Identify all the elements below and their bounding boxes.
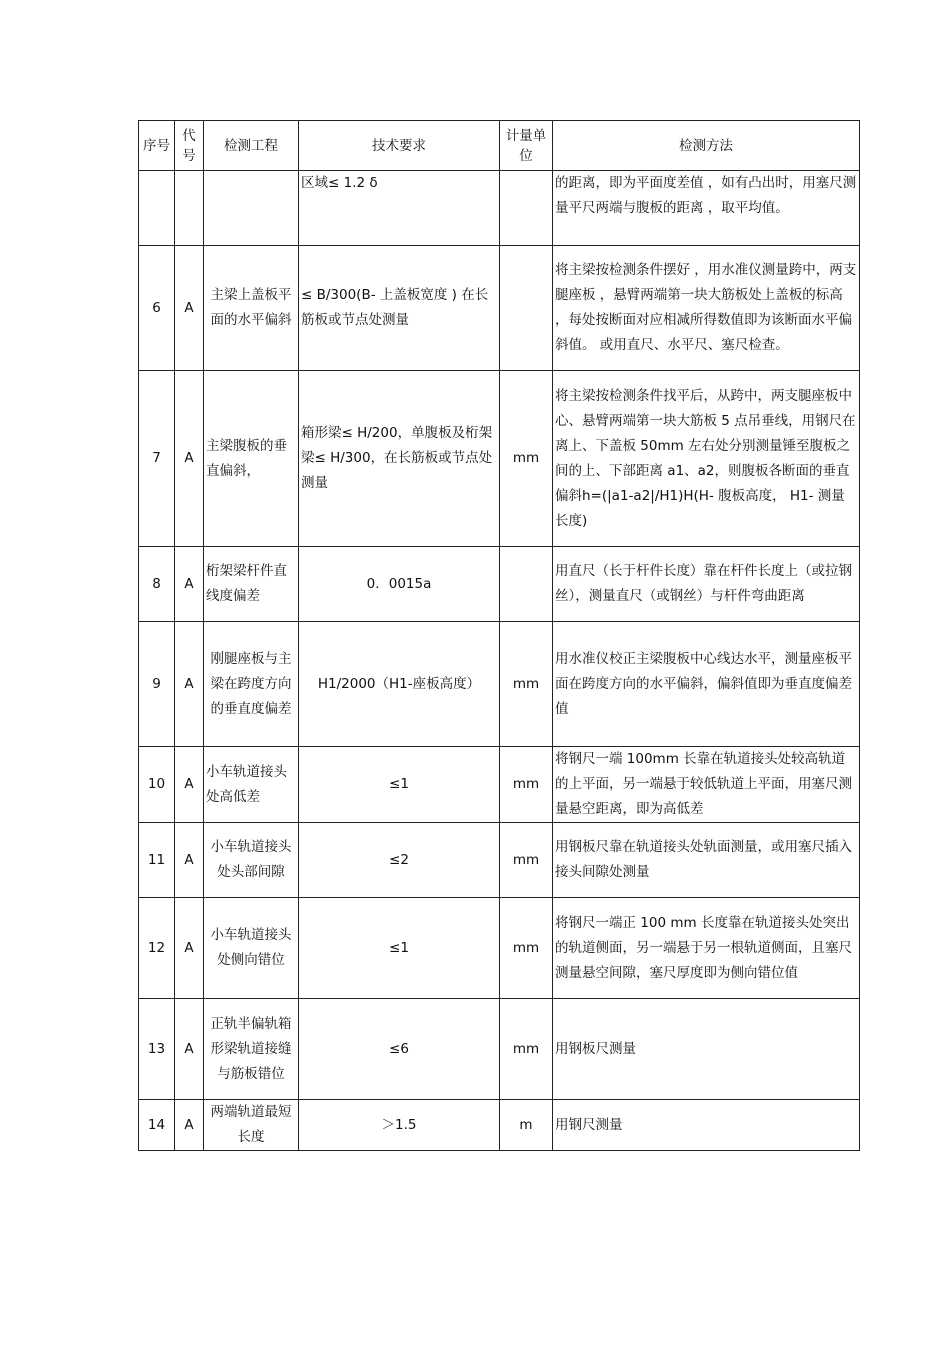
cell-seq: 6 <box>139 246 175 371</box>
cell-requirement: ≤1 <box>299 747 500 823</box>
cell-seq: 13 <box>139 999 175 1100</box>
cell-seq: 12 <box>139 898 175 999</box>
table-row <box>139 246 860 371</box>
cell-item: 小车轨道接头处高低差 <box>204 747 299 823</box>
cell-seq: 11 <box>139 823 175 898</box>
table-row <box>139 547 860 622</box>
cell-code: A <box>175 622 204 747</box>
header-code: 代号 <box>175 121 204 171</box>
table-row <box>139 999 860 1100</box>
cell-unit: mm <box>500 999 553 1100</box>
cell-seq: 9 <box>139 622 175 747</box>
cell-method: 用钢板尺测量 <box>553 999 860 1100</box>
cell-item: 主梁腹板的垂直偏斜， <box>204 371 299 547</box>
cell-requirement: ≤1 <box>299 898 500 999</box>
cell-code <box>175 171 204 246</box>
cell-seq: 8 <box>139 547 175 622</box>
cell-unit <box>500 171 553 246</box>
cell-unit: mm <box>500 622 553 747</box>
cell-item: 刚腿座板与主梁在跨度方向的垂直度偏差 <box>204 622 299 747</box>
table-row <box>139 1100 860 1151</box>
cell-item: 两端轨道最短长度 <box>204 1100 299 1151</box>
cell-unit: mm <box>500 898 553 999</box>
cell-requirement: ≤2 <box>299 823 500 898</box>
cell-unit: mm <box>500 747 553 823</box>
cell-requirement: 箱形梁≤ H/200，单腹板及桁架梁≤ H/300，在长筋板或节点处测量 <box>299 371 500 547</box>
cell-unit: mm <box>500 823 553 898</box>
header-requirement: 技术要求 <box>299 121 500 171</box>
cell-unit <box>500 246 553 371</box>
inspection-table <box>138 120 860 1151</box>
header-item: 检测工程 <box>204 121 299 171</box>
cell-code: A <box>175 823 204 898</box>
cell-requirement: ≤6 <box>299 999 500 1100</box>
table-header <box>139 121 860 171</box>
cell-item <box>204 171 299 246</box>
cell-code: A <box>175 547 204 622</box>
table-row <box>139 371 860 547</box>
cell-seq <box>139 171 175 246</box>
cell-method: 将钢尺一端 100mm 长靠在轨道接头处较高轨道的上平面，另一端悬于较低轨道上平面，用塞尺测量悬空距离，即为高低差 <box>553 747 860 823</box>
cell-item: 主梁上盖板平面的水平偏斜 <box>204 246 299 371</box>
header-method: 检测方法 <box>553 121 860 171</box>
cell-code: A <box>175 1100 204 1151</box>
cell-requirement: 0．0015a <box>299 547 500 622</box>
cell-code: A <box>175 999 204 1100</box>
cell-seq: 14 <box>139 1100 175 1151</box>
cell-method: 将钢尺一端正 100 mm 长度靠在轨道接头处突出的轨道侧面，另一端悬于另一根轨道侧面，且塞尺测量悬空间隙，塞尺厚度即为侧向错位值 <box>553 898 860 999</box>
table-row <box>139 747 860 823</box>
header-unit: 计量单位 <box>500 121 553 171</box>
header-seq: 序号 <box>139 121 175 171</box>
table-row <box>139 898 860 999</box>
cell-unit: m <box>500 1100 553 1151</box>
cell-seq: 10 <box>139 747 175 823</box>
cell-unit: mm <box>500 371 553 547</box>
cell-requirement: 区域≤ 1.2 δ <box>299 171 500 246</box>
cell-requirement: H1/2000（H1-座板高度） <box>299 622 500 747</box>
cell-item: 桁架梁杆件直线度偏差 <box>204 547 299 622</box>
cell-method: 的距离，即为平面度差值 ，如有凸出时，用塞尺测量平尺两端与腹板的距离 ，取平均值。 <box>553 171 860 246</box>
cell-code: A <box>175 898 204 999</box>
table-row <box>139 622 860 747</box>
cell-code: A <box>175 747 204 823</box>
cell-method: 用钢尺测量 <box>553 1100 860 1151</box>
cell-item: 正轨半偏轨箱形梁轨道接缝与筋板错位 <box>204 999 299 1100</box>
table-row <box>139 171 860 246</box>
cell-method: 用钢板尺靠在轨道接头处轨面测量，或用塞尺插入接头间隙处测量 <box>553 823 860 898</box>
cell-method: 用水准仪校正主梁腹板中心线达水平，测量座板平面在跨度方向的水平偏斜，偏斜值即为垂直度偏差值 <box>553 622 860 747</box>
cell-seq: 7 <box>139 371 175 547</box>
cell-method: 用直尺（长于杆件长度）靠在杆件长度上（或拉钢丝），测量直尺（或钢丝）与杆件弯曲距离 <box>553 547 860 622</box>
cell-item: 小车轨道接头处侧向错位 <box>204 898 299 999</box>
cell-requirement: ≤ B/300(B- 上盖板宽度 ) 在长筋板或节点处测量 <box>299 246 500 371</box>
table-row <box>139 823 860 898</box>
cell-code: A <box>175 371 204 547</box>
cell-method: 将主梁按检测条件摆好 ，用水准仪测量跨中，两支腿座板 ，悬臂两端第一块大筋板处上盖板的标高 ，每处按断面对应相减所得数值即为该断面水平偏斜值。 或用直尺、水平尺、塞尺检查。 <box>553 246 860 371</box>
cell-code: A <box>175 246 204 371</box>
cell-item: 小车轨道接头处头部间隙 <box>204 823 299 898</box>
cell-unit <box>500 547 553 622</box>
cell-method: 将主梁按检测条件找平后，从跨中，两支腿座板中心、悬臂两端第一块大筋板 5 点吊垂线，用钢尺在离上、下盖板 50mm 左右处分别测量锤至腹板之间的上、下部距离 a1、a2，则腹板各断面的垂直偏斜h=(|a1-a2|/H1)H(H- 腹板高度， H1- 测量长度) <box>553 371 860 547</box>
cell-requirement: ＞1.5 <box>299 1100 500 1151</box>
